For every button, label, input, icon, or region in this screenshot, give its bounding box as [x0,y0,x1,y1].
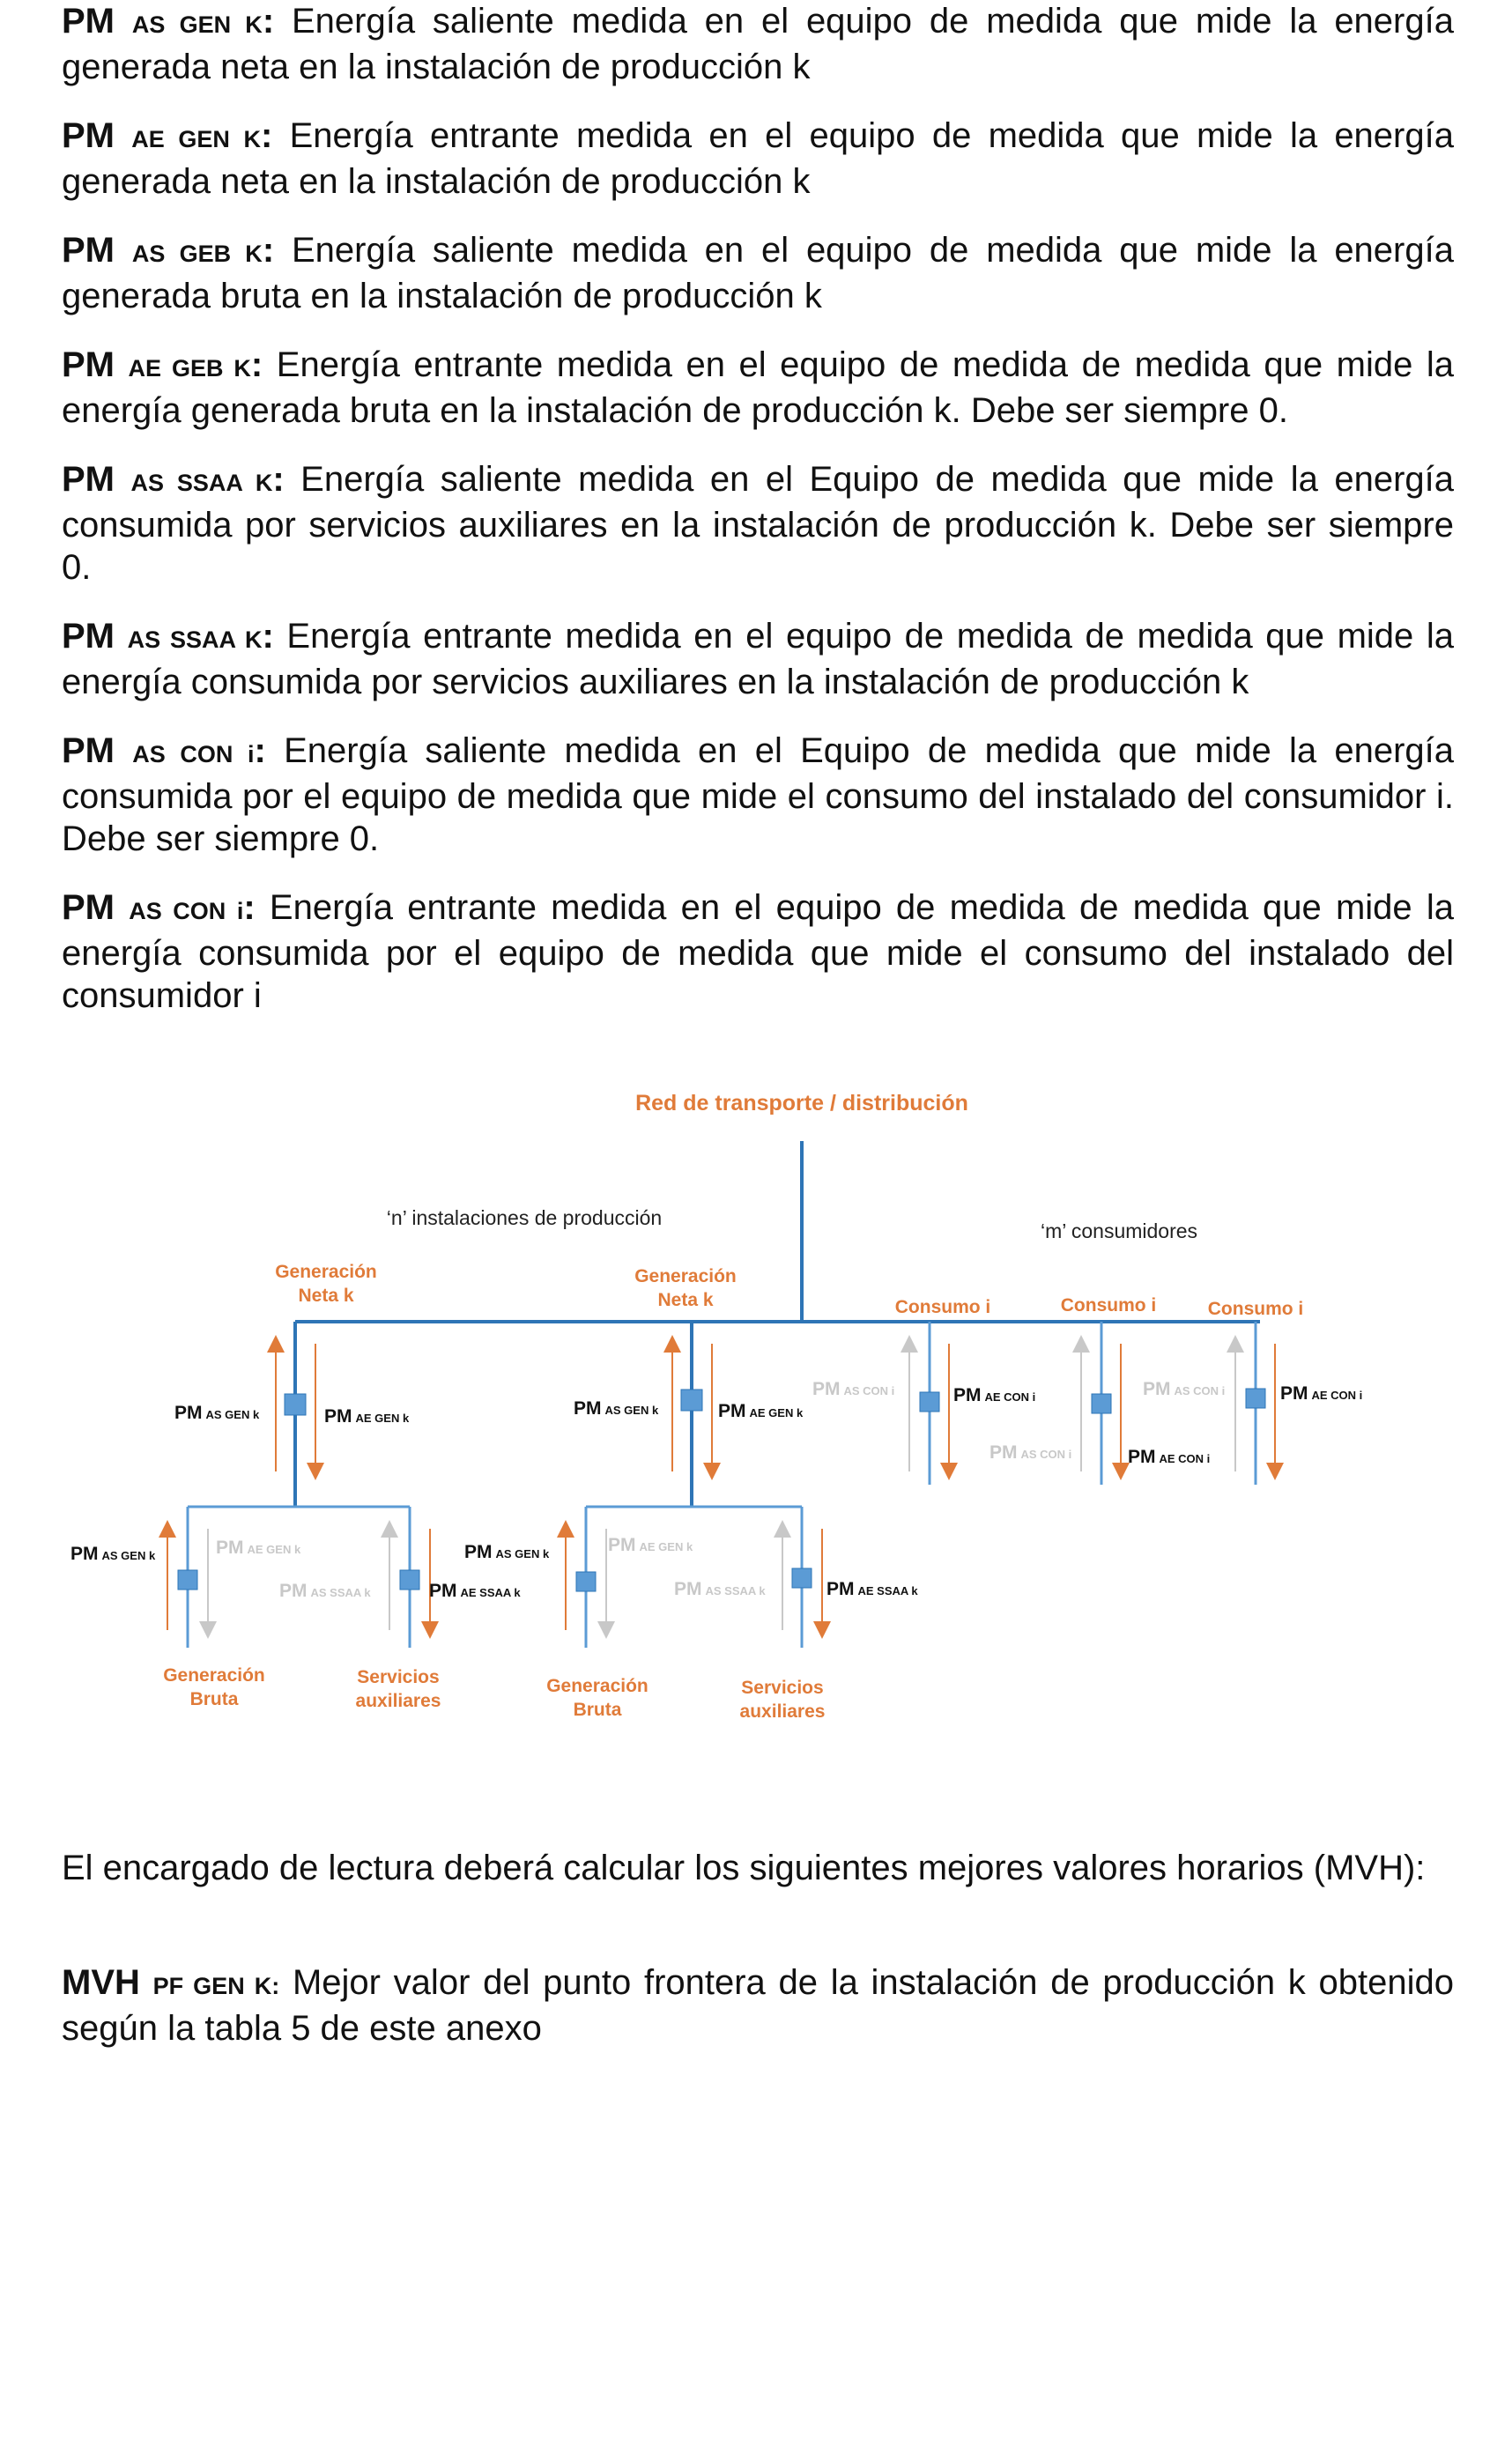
servicios-label-1b: auxiliares [355,1691,441,1711]
def-sub: AS GEN K [131,11,263,38]
meter-consumo-3 [1246,1389,1265,1408]
label-pm-ae-ssaa-1: PM AE SSAA k [429,1581,521,1601]
servicios-label-1a: Servicios [357,1667,440,1687]
def-pm: PM [62,617,115,656]
def-pm: PM [62,116,115,155]
consumo-label-2: Consumo i [1060,1295,1157,1316]
def-sub: AE GEB K [128,355,251,382]
gen-neta-label-1a: Generación [275,1262,377,1282]
definition-pm-ae-ssaa: PM AS SSAA K: Energía entrante medida en el equipo de medida de medida que mide la energía consumida por servicios auxiliares en la instalación de producción k [62,617,1454,701]
diagram-title: Red de transporte / distribución [635,1091,968,1116]
label-pm-as-con-1: PM AS CON i [812,1379,895,1399]
def-pm: PM [62,2,115,41]
m-consumers-label: ‘m’ consumidores [1040,1219,1198,1242]
def-text: Energía entrante medida en el equipo de medida que mide la energía generada neta en la instalación de producción k [62,116,1454,201]
label-pm-as-con-3: PM AS CON i [1143,1379,1226,1399]
label-pm-ae-con-1: PM AE CON i [953,1385,1036,1405]
gen-bruta-label-2a: Generación [546,1676,649,1696]
gen-bruta-label-1b: Bruta [189,1689,239,1709]
label-pm-ae-geb-1: PM AE GEN k [216,1538,301,1558]
definition-pm-as-geb: PM AS GEB K: Energía saliente medida en el equipo de medida que mide la energía generada bruta en la instalación de producción k [62,231,1454,315]
definition-pm-as-ssaa: PM AS SSAA K: Energía saliente medida en el Equipo de medida que mide la energía consumida por servicios auxiliares en la instalación de producción k. Debe ser siempre 0. [62,460,1454,587]
def-sub: AS CON i [129,898,244,924]
definition-pm-ae-gen: PM AE GEN K: Energía entrante medida en el equipo de medida que mide la energía generada neta en la instalación de producción k [62,116,1454,201]
label-pm-ae-gen-2: PM AE GEN k [718,1401,804,1421]
meter-gen-bruta-1 [178,1570,197,1590]
label-pm-ae-con-3: PM AE CON i [1280,1383,1363,1404]
label-pm-as-gen-1b: PM AS GEN k [464,1542,550,1562]
definition-mvh-pf-gen [62,1961,1454,2049]
meter-consumo-1 [920,1392,939,1412]
label-pm-ae-ssaa-2: PM AE SSAA k [826,1579,918,1599]
gen-neta-label-2a: Generación [634,1266,737,1286]
def-sub: PF GEN K: [152,1973,280,1999]
label-pm-as-geb-1: PM AS GEN k [70,1544,156,1564]
def-sub: AS GEB K [131,241,263,267]
meter-gen-neta-2 [681,1390,702,1411]
def-pm: MVH [62,1963,140,2002]
def-text: Energía saliente medida en el equipo de medida que mide la energía generada bruta en la instalación de producción k [62,231,1454,315]
gen-bruta-label-1a: Generación [163,1665,265,1686]
meter-consumo-2 [1092,1394,1111,1413]
def-text: Energía entrante medida en el equipo de medida de medida que mide la energía consumida por el equipo de medida que mide el consumo del instalado del consumidor i [62,888,1454,1015]
label-pm-ae-con-2: PM AE CON i [1128,1447,1211,1467]
servicios-label-2a: Servicios [741,1678,824,1698]
def-pm: PM [62,231,115,270]
def-sub: AS CON i [132,741,255,767]
label-pm-as-con-2: PM AS CON i [989,1442,1072,1463]
metering-diagram [0,1049,1512,1806]
def-text: Energía saliente medida en el Equipo de medida que mide la energía consumida por servicios auxiliares en la instalación de producción k. Debe ser siempre 0. [62,460,1454,587]
gen-neta-label-2b: Neta k [657,1290,714,1310]
def-text: Energía entrante medida en el equipo de medida de medida que mide la energía generada bruta en la instalación de producción k. Debe ser siempre 0. [62,345,1454,430]
def-text: Energía saliente medida en el equipo de medida que mide la energía generada neta en la instalación de producción k [62,2,1454,86]
meter-ssaa-1 [400,1570,419,1590]
def-sub: AE GEN K [131,126,262,152]
gen-bruta-label-2b: Bruta [573,1700,622,1720]
consumo-label-3: Consumo i [1207,1299,1304,1319]
definition-pm-ae-geb: PM AE GEB K: Energía entrante medida en el equipo de medida de medida que mide la energía generada bruta en la instalación de producción k. Debe ser siempre 0. [62,345,1454,430]
def-pm: PM [62,345,115,384]
label-pm-ae-gen-1: PM AE GEN k [324,1406,410,1427]
mvh-intro: El encargado de lectura deberá calcular los siguientes mejores valores horarios (MVH): [62,1849,1426,1887]
definition-pm-ae-con: PM AS CON i: Energía entrante medida en el equipo de medida de medida que mide la energía consumida por el equipo de medida que mide el consumo del instalado del consumidor i [62,888,1454,1015]
def-pm: PM [62,460,115,499]
def-sub: AS SSAA K [127,626,263,653]
consumo-label-1: Consumo i [894,1297,991,1317]
label-pm-ae-geb-2: PM AE GEN k [608,1535,693,1555]
def-pm: PM [62,731,115,770]
def-sub: AS SSAA K [130,470,273,496]
n-installations-label: ‘n’ instalaciones de producción [386,1206,663,1229]
label-pm-as-gen-2: PM AS GEN k [574,1398,659,1419]
definition-pm-as-con: PM AS CON i: Energía saliente medida en el Equipo de medida que mide la energía consumida por el equipo de medida que mide el consumo del instalado del consumidor i. Debe ser siempre 0. [62,731,1454,858]
def-pm: PM [62,888,115,927]
gen-neta-label-1b: Neta k [298,1286,354,1306]
meter-ssaa-2 [792,1568,812,1588]
def-text: Energía saliente medida en el Equipo de medida que mide la energía consumida por el equipo de medida que mide el consumo del instalado del consumidor i. Debe ser siempre 0. [62,731,1454,858]
label-pm-as-gen-1: PM AS GEN k [174,1403,260,1423]
label-pm-as-ssaa-1: PM AS SSAA k [279,1581,371,1601]
def-text: Mejor valor del punto frontera de la instalación de producción k obtenido según la tabla 5 de este anexo [62,1963,1454,2048]
meter-gen-bruta-2 [576,1572,596,1591]
def-text: Energía entrante medida en el equipo de medida de medida que mide la energía consumida por servicios auxiliares en la instalación de producción k [62,617,1454,701]
definition-pm-as-gen: PM AS GEN K: Energía saliente medida en el equipo de medida que mide la energía generada neta en la instalación de producción k [62,2,1454,86]
label-pm-as-ssaa-2: PM AS SSAA k [674,1579,766,1599]
servicios-label-2b: auxiliares [739,1701,826,1722]
meter-gen-neta-1 [285,1394,306,1415]
